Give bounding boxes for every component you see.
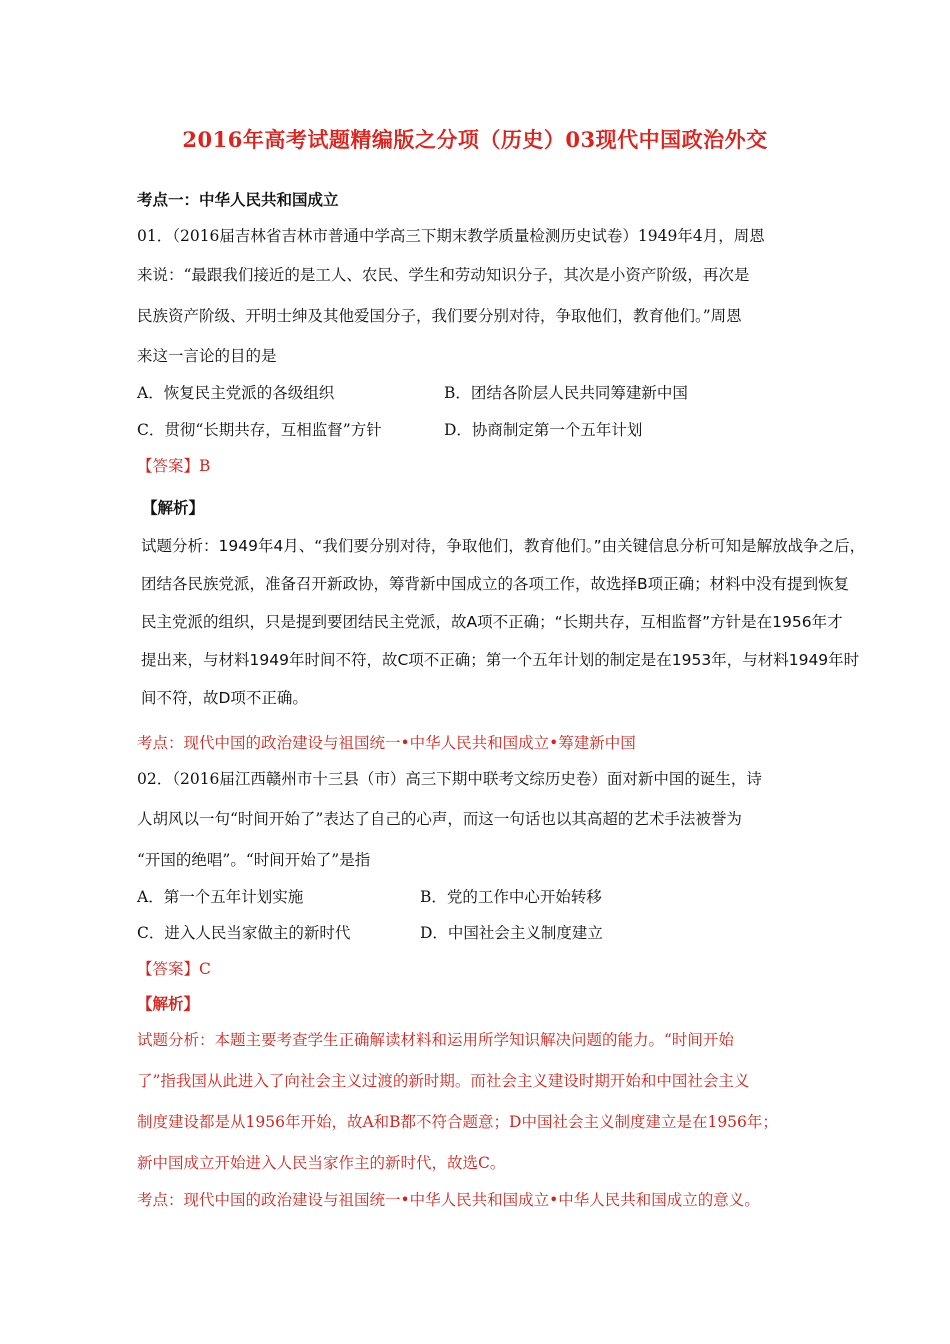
q2-option-a: A．第一个五年计划实施: [137, 888, 304, 906]
q2-analysis-line-2: 了”指我国从此进入了向社会主义过渡的新时期。而社会主义建设时期开始和中国社会主义: [137, 1072, 750, 1090]
q1-kaodian: 考点：现代中国的政治建设与祖国统一•中华人民共和国成立•筹建新中国: [137, 734, 636, 752]
q2-option-c: C．进入人民当家做主的新时代: [137, 924, 351, 942]
q1-analysis-line-5: 间不符，故D项不正确。: [141, 689, 308, 707]
q1-analysis-label: 【解析】: [142, 498, 205, 517]
q2-stem-line-3: “开国的绝唱”。“时间开始了”是指: [137, 851, 371, 869]
q1-option-c: C．贯彻“长期共存，互相监督”方针: [137, 421, 382, 439]
q2-answer-value: C: [199, 960, 211, 978]
q1-analysis-line-2: 团结各民族党派，准备召开新政协，筹背新中国成立的各项工作，故选择B项正确；材料中没有提到恢复: [141, 575, 850, 593]
q2-stem-line-2: 人胡风以一句“时间开始了”表达了自己的心声，而这一句话也以其高超的艺术手法被誉为: [137, 810, 742, 828]
q1-answer-value: B: [199, 457, 211, 475]
q2-answer: [137, 959, 211, 979]
q2-analysis-line-3: 制度建设都是从1956年开始，故A和B都不符合题意；D中国社会主义制度建立是在1956年；: [137, 1113, 778, 1131]
q1-stem-line-2: 来说：“最跟我们接近的是工人、农民、学生和劳动知识分子，其次是小资产阶级，再次是: [137, 266, 750, 284]
q1-option-b: B．团结各阶层人民共同筹建新中国: [444, 384, 688, 402]
q2-kaodian: 考点：现代中国的政治建设与祖国统一•中华人民共和国成立•中华人民共和国成立的意义。: [137, 1191, 760, 1209]
q2-analysis-label: 【解析】: [137, 994, 200, 1013]
q1-answer-label: 【答案】: [137, 457, 200, 475]
q1-stem-line-4: 来这一言论的目的是: [137, 347, 277, 365]
q1-option-a: A．恢复民主党派的各级组织: [137, 384, 335, 402]
q2-analysis-line-1: 试题分析：本题主要考查学生正确解读材料和运用所学知识解决问题的能力。“时间开始: [137, 1031, 734, 1049]
q1-option-d: D．协商制定第一个五年计划: [444, 421, 643, 439]
q2-option-b: B．党的工作中心开始转移: [420, 888, 602, 906]
q2-option-d: D．中国社会主义制度建立: [420, 924, 603, 942]
q1-answer: [137, 456, 210, 476]
q1-stem-line-1: 01．（2016届吉林省吉林市普通中学高三下期末教学质量检测历史试卷）1949年4月，周恩: [137, 227, 765, 245]
section-heading: 考点一：中华人民共和国成立: [137, 190, 339, 209]
q1-stem-line-3: 民族资产阶级、开明士绅及其他爱国分子，我们要分别对待，争取他们，教育他们。”周恩: [137, 307, 742, 325]
q1-analysis-line-3: 民主党派的组织，只是提到要团结民主党派，故A项不正确；“长期共存，互相监督”方针是在1956年才: [141, 613, 843, 631]
q1-analysis-line-1: 试题分析：1949年4月、“我们要分别对待，争取他们，教育他们。”由关键信息分析可知是解放战争之后，: [141, 537, 866, 555]
q2-analysis-line-4: 新中国成立开始进入人民当家作主的新时代，故选C。: [137, 1154, 506, 1172]
q2-stem-line-1: 02．（2016届江西赣州市十三县（市）高三下期中联考文综历史卷）面对新中国的诞生，诗: [137, 770, 762, 788]
q1-analysis-line-4: 提出来，与材料1949年时间不符，故C项不正确；第一个五年计划的制定是在1953年，与材料1949年时: [141, 651, 860, 669]
q2-answer-label: 【答案】: [137, 960, 200, 978]
document-title: 2016年高考试题精编版之分项（历史）03现代中国政治外交: [182, 127, 768, 152]
